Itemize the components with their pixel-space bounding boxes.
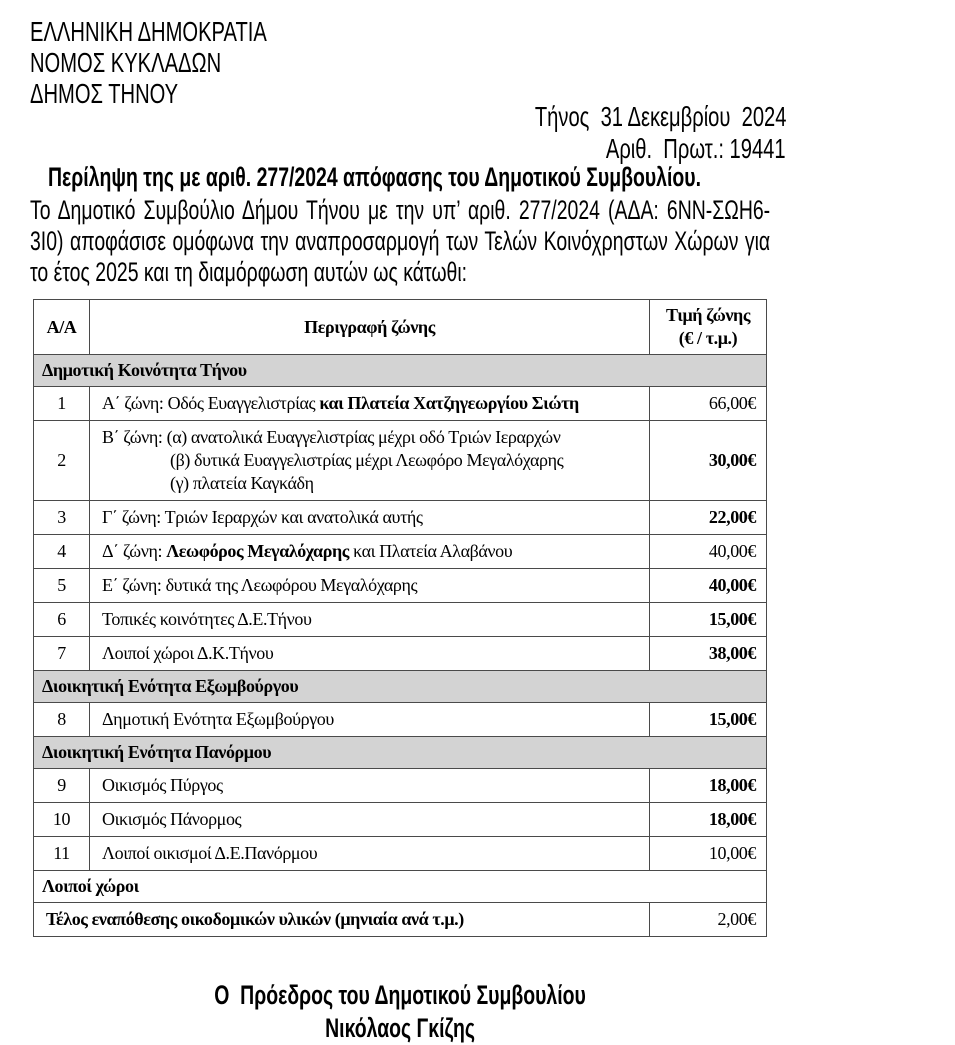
zone-price: 2,00€: [650, 903, 767, 937]
zone-price: 15,00€: [650, 703, 767, 737]
section-label: Δημοτική Κοινότητα Τήνου: [34, 355, 767, 387]
org-line-municipality: ΔΗΜΟΣ ΤΗΝΟΥ: [30, 78, 179, 109]
table-row: [34, 769, 767, 803]
section-row: [34, 355, 767, 387]
col-header-description: Περιγραφή ζώνης: [90, 300, 650, 355]
col-header-price: Τιμή ζώνης (€ / τ.μ.): [650, 300, 767, 355]
table-row: [34, 421, 767, 501]
zone-price: 15,00€: [650, 603, 767, 637]
date-block: [437, 101, 786, 165]
zone-description: Οικισμός Πάνορμος: [90, 803, 650, 837]
section-row: [34, 737, 767, 769]
table-row: [34, 803, 767, 837]
row-number: 8: [34, 703, 90, 737]
org-line-republic: ΕΛΛΗΝΙΚΗ ΔΗΜΟΚΡΑΤΙΑ: [30, 16, 267, 47]
section-label: Διοικητική Ενότητα Πανόρμου: [34, 737, 767, 769]
fees-table: [33, 299, 767, 937]
table-row: [34, 603, 767, 637]
zone-description: Οικισμός Πύργος: [90, 769, 650, 803]
decision-summary-text: Το Δημοτικό Συμβούλιο Δήμου Τήνου με την υπ’ αριθ. 277/2024 (ΑΔΑ: 6NN-ΣΩΗ6-3Ι0) αποφάσισε ομόφωνα την αναπροσαρμογή των Τελών Κοινόχρηστων Χώρων για το έτος 2025 και τη διαμόρφωση αυτών ως κάτωθι:: [30, 195, 771, 287]
signature-name: Νικόλαος Γκίζης: [325, 1013, 475, 1043]
zone-description: Τέλος εναπόθεσης οικοδομικών υλικών (μηνιαία ανά τ.μ.): [34, 903, 650, 937]
zone-price: 18,00€: [650, 769, 767, 803]
section-label: Διοικητική Ενότητα Εξωμβούργου: [34, 671, 767, 703]
signature-title: Ο Πρόεδρος του Δημοτικού Συμβουλίου: [214, 980, 586, 1010]
national-header: [30, 16, 359, 109]
row-number: 4: [34, 535, 90, 569]
table-row: [34, 703, 767, 737]
row-number: 9: [34, 769, 90, 803]
row-number: 6: [34, 603, 90, 637]
table-row: [34, 535, 767, 569]
zone-price: 10,00€: [650, 837, 767, 871]
table-row: [34, 903, 767, 937]
section-row: [34, 671, 767, 703]
zone-description: Ε΄ ζώνη: δυτικά της Λεωφόρου Μεγαλόχαρης: [90, 569, 650, 603]
org-line-prefecture: ΝΟΜΟΣ ΚΥΚΛΑΔΩΝ: [30, 47, 222, 78]
row-number: 2: [34, 421, 90, 501]
row-number: 1: [34, 387, 90, 421]
section-row: [34, 871, 767, 903]
zone-description: Λοιποί οικισμοί Δ.Ε.Πανόρμου: [90, 837, 650, 871]
zone-description: Γ΄ ζώνη: Τριών Ιεραρχών και ανατολικά αυτής: [90, 501, 650, 535]
table-row: [34, 837, 767, 871]
zone-price: 38,00€: [650, 637, 767, 671]
date-line: Τήνος 31 Δεκεμβρίου 2024: [534, 101, 786, 132]
table-row: [34, 637, 767, 671]
table-row: [34, 569, 767, 603]
table-header-row: [34, 300, 767, 355]
zone-description: Β΄ ζώνη: (α) ανατολικά Ευαγγελιστρίας μέχρι οδό Τριών Ιεραρχών (β) δυτικά Ευαγγελιστρίας μέχρι Λεωφόρο Μεγαλόχαρης (γ) πλατεία Καγκάδη: [90, 421, 650, 501]
zone-description: Λοιποί χώροι Δ.Κ.Τήνου: [90, 637, 650, 671]
zone-price: 22,00€: [650, 501, 767, 535]
decision-title: Περίληψη της με αριθ. 277/2024 απόφασης του Δημοτικού Συμβουλίου.: [48, 162, 701, 192]
row-number: 11: [34, 837, 90, 871]
table-row: [34, 387, 767, 421]
row-number: 3: [34, 501, 90, 535]
zone-price: 40,00€: [650, 569, 767, 603]
section-label: Λοιποί χώροι: [34, 871, 767, 903]
protocol-line: Αριθ. Πρωτ.: 19441: [606, 133, 786, 164]
row-number: 7: [34, 637, 90, 671]
zone-price: 18,00€: [650, 803, 767, 837]
zone-price: 66,00€: [650, 387, 767, 421]
table-row: [34, 501, 767, 535]
row-number: 10: [34, 803, 90, 837]
zone-description: Τοπικές κοινότητες Δ.Ε.Τήνου: [90, 603, 650, 637]
document-body: [0, 162, 800, 1045]
signature-block: [0, 979, 800, 1045]
zone-price: 40,00€: [650, 535, 767, 569]
col-header-aa: Α/Α: [34, 300, 90, 355]
zone-price: 30,00€: [650, 421, 767, 501]
zone-description: Α΄ ζώνη: Οδός Ευαγγελιστρίας και Πλατεία Χατζηγεωργίου Σιώτη: [90, 387, 650, 421]
row-number: 5: [34, 569, 90, 603]
zone-description: Δημοτική Ενότητα Εξωμβούργου: [90, 703, 650, 737]
zone-description: Δ΄ ζώνη: Λεωφόρος Μεγαλόχαρης και Πλατεία Αλαβάνου: [90, 535, 650, 569]
